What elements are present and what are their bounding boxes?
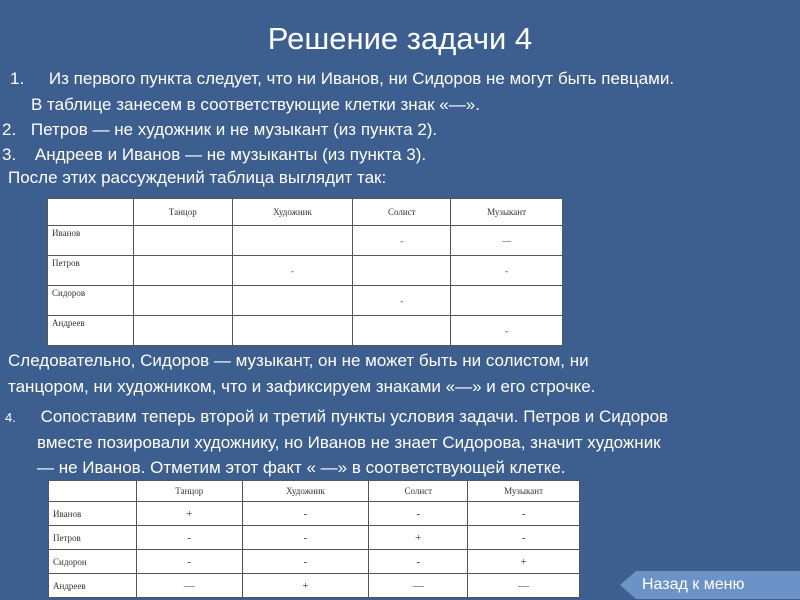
table-cell: [451, 286, 563, 316]
table-row: [49, 502, 580, 526]
table-cell: -: [242, 502, 369, 526]
table-cell: +: [369, 526, 468, 550]
step-4-line-1: Сопоставим теперь второй и третий пункты условия задачи. Петров и Сидоров: [40, 407, 669, 426]
table-row: [48, 226, 563, 256]
table-header-row: [49, 481, 580, 502]
table-cell: [353, 256, 451, 286]
table-cell: -: [353, 226, 451, 256]
row-name: Петров: [48, 256, 134, 286]
first-table: [47, 198, 563, 346]
table-cell: +: [136, 502, 242, 526]
row-name: Иванов: [49, 502, 137, 526]
table-cell: —: [369, 574, 468, 598]
table-cell: -: [353, 286, 451, 316]
table-row: [48, 316, 563, 346]
table-cell: -: [136, 526, 242, 550]
table-cell: [232, 286, 353, 316]
step-3-number: 3.: [2, 145, 17, 164]
table-cell: —: [468, 574, 580, 598]
table-cell: [133, 226, 232, 256]
table-cell: -: [369, 502, 468, 526]
header-dancer: Танцор: [136, 481, 242, 502]
header-soloist: Солист: [369, 481, 468, 502]
back-to-menu-button[interactable]: [620, 571, 800, 599]
table-cell: [353, 316, 451, 346]
second-table: [48, 480, 580, 598]
table-row: [49, 550, 580, 574]
table-header-row: [48, 199, 563, 226]
table-cell: [133, 286, 232, 316]
table-cell: +: [242, 574, 369, 598]
table-cell: —: [451, 226, 563, 256]
step-2-text: Петров — не художник и не музыкант (из пункта 2).: [30, 120, 438, 139]
table-cell: [232, 226, 353, 256]
table-cell: -: [468, 526, 580, 550]
step-4-number: 4.: [5, 410, 16, 425]
table-cell: -: [369, 550, 468, 574]
header-artist: Художник: [232, 199, 353, 226]
row-name: Андреев: [48, 316, 134, 346]
step-3-text: Андреев и Иванов — не музыканты (из пункта 3).: [34, 145, 427, 164]
table-cell: -: [468, 502, 580, 526]
header-musician: Музыкант: [468, 481, 580, 502]
arrow-left-icon: [620, 571, 636, 599]
step-1-line-2: В таблице занесем в соответствующие клетки знак «—».: [31, 95, 480, 114]
table-cell: -: [136, 550, 242, 574]
table-row: [48, 286, 563, 316]
table-intro: После этих рассуждений таблица выглядит так:: [8, 168, 387, 187]
header-musician: Музыкант: [451, 199, 563, 226]
step-1-line-1: Из первого пункта следует, что ни Иванов, ни Сидоров не могут быть певцами.: [48, 69, 675, 88]
header-artist: Художник: [242, 481, 369, 502]
header-dancer: Танцор: [133, 199, 232, 226]
row-name: Иванов: [48, 226, 134, 256]
row-name: Петров: [49, 526, 137, 550]
conclusion-line-1: Следовательно, Сидоров — музыкант, он не может быть ни солистом, ни: [8, 351, 589, 370]
table-cell: -: [232, 256, 353, 286]
table-cell: [133, 316, 232, 346]
table-cell: +: [468, 550, 580, 574]
row-name: Сидоров: [48, 286, 134, 316]
table-row: [48, 256, 563, 286]
header-corner: [48, 199, 134, 226]
row-name: Андреев: [49, 574, 137, 598]
step-2-number: 2.: [2, 120, 17, 139]
table-row: [49, 526, 580, 550]
table-cell: -: [242, 526, 369, 550]
step-1-number: 1.: [10, 69, 25, 88]
back-to-menu-label: Назад к меню: [636, 571, 800, 599]
conclusion-line-2: танцором, ни художником, что и зафиксируем знаками «—» и его строчке.: [8, 377, 596, 396]
step-2: [2, 117, 437, 143]
table-cell: [232, 316, 353, 346]
header-corner: [49, 481, 137, 502]
table-row: [49, 574, 580, 598]
step-4-line-2: вместе позировали художнику, но Иванов не знает Сидорова, значит художник: [37, 433, 661, 452]
table-cell: -: [451, 316, 563, 346]
step-4: [5, 404, 668, 431]
table-cell: —: [136, 574, 242, 598]
slide-title: Решение задачи 4: [267, 21, 533, 56]
table-cell: [133, 256, 232, 286]
header-soloist: Солист: [353, 199, 451, 226]
step-4-line-3: — не Иванов. Отметим этот факт « —» в соответствующей клетке.: [37, 458, 566, 477]
table-cell: -: [451, 256, 563, 286]
table-cell: -: [242, 550, 369, 574]
step-1: [10, 66, 674, 92]
row-name: Сидорон: [49, 550, 137, 574]
